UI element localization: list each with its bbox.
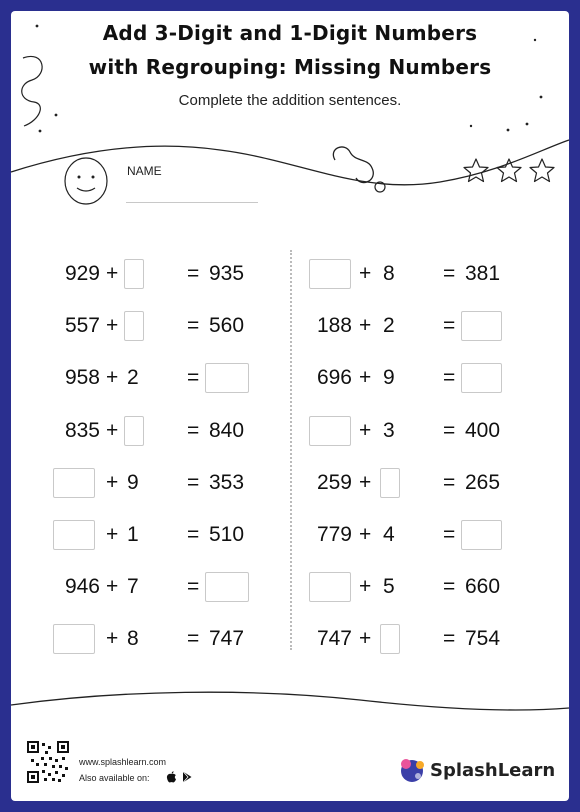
addend-b: 9 [383, 366, 395, 389]
equals-sign: = [187, 575, 200, 598]
brand-name: SplashLearn [430, 760, 556, 781]
plus-sign: + [359, 575, 372, 598]
plus-sign: + [106, 575, 119, 598]
answer-box-addend[interactable] [53, 468, 95, 498]
equals-sign: = [443, 314, 456, 337]
addend-b: 2 [127, 366, 139, 389]
addend-a: 835 [64, 419, 100, 442]
plus-sign: + [106, 523, 119, 546]
addend-a: 929 [64, 262, 100, 285]
equals-sign: = [443, 627, 456, 650]
addend-b: 4 [383, 523, 395, 546]
plus-sign: + [359, 314, 372, 337]
answer-box-sum[interactable] [461, 363, 502, 393]
addend-a: 747 [316, 627, 352, 650]
apple-icon[interactable] [166, 771, 177, 783]
plus-sign: + [106, 419, 119, 442]
addend-b: 5 [383, 575, 395, 598]
answer-box-addend[interactable] [380, 468, 400, 498]
addend-a: 557 [64, 314, 100, 337]
stars-icon [461, 155, 561, 189]
title-line-2: with Regrouping: Missing Numbers [88, 55, 492, 79]
sum-value: 510 [209, 523, 245, 546]
sum-value: 935 [209, 262, 245, 285]
addend-a: 958 [64, 366, 100, 389]
sum-value: 381 [465, 262, 501, 285]
answer-box-addend[interactable] [124, 259, 144, 289]
equals-sign: = [443, 366, 456, 389]
equals-sign: = [443, 419, 456, 442]
addend-a: 696 [316, 366, 352, 389]
sum-value: 754 [465, 627, 501, 650]
equals-sign: = [443, 262, 456, 285]
addend-b: 9 [127, 471, 139, 494]
answer-box-sum[interactable] [461, 311, 502, 341]
website-link[interactable]: www.splashlearn.com [79, 757, 167, 767]
plus-sign: + [359, 627, 372, 650]
play-store-icon[interactable] [182, 771, 192, 783]
plus-sign: + [106, 471, 119, 494]
answer-box-addend[interactable] [124, 311, 144, 341]
addend-a: 779 [316, 523, 352, 546]
plus-sign: + [359, 471, 372, 494]
addend-a: 188 [316, 314, 352, 337]
equals-sign: = [443, 523, 456, 546]
plus-sign: + [359, 523, 372, 546]
plus-sign: + [359, 419, 372, 442]
answer-box-addend[interactable] [53, 520, 95, 550]
sum-value: 747 [209, 627, 245, 650]
qr-code [27, 741, 69, 783]
equals-sign: = [187, 419, 200, 442]
plus-sign: + [359, 366, 372, 389]
sum-value: 660 [465, 575, 501, 598]
addend-b: 8 [383, 262, 395, 285]
available-on-label: Also available on: [79, 773, 150, 783]
name-label: NAME [127, 164, 162, 178]
plus-sign: + [106, 627, 119, 650]
addend-a: 259 [316, 471, 352, 494]
equals-sign: = [187, 314, 200, 337]
plus-sign: + [106, 314, 119, 337]
splashlearn-logo [398, 756, 428, 784]
sum-value: 265 [465, 471, 501, 494]
equals-sign: = [187, 262, 200, 285]
addend-a: 946 [64, 575, 100, 598]
answer-box-addend[interactable] [309, 572, 351, 602]
column-divider [290, 250, 292, 650]
smiley-icon [63, 156, 109, 206]
addend-b: 2 [383, 314, 395, 337]
answer-box-addend[interactable] [53, 624, 95, 654]
answer-box-sum[interactable] [205, 363, 249, 393]
plus-sign: + [106, 262, 119, 285]
title-line-1: Add 3-Digit and 1-Digit Numbers [102, 21, 478, 45]
addend-b: 1 [127, 523, 139, 546]
equals-sign: = [187, 366, 200, 389]
equals-sign: = [187, 523, 200, 546]
equals-sign: = [443, 471, 456, 494]
addend-b: 3 [383, 419, 395, 442]
equals-sign: = [187, 471, 200, 494]
answer-box-addend[interactable] [124, 416, 144, 446]
name-input-line[interactable] [126, 202, 258, 203]
sum-value: 840 [209, 419, 245, 442]
instructions: Complete the addition sentences. [178, 92, 402, 109]
addend-b: 7 [127, 575, 139, 598]
answer-box-addend[interactable] [309, 416, 351, 446]
sum-value: 400 [465, 419, 501, 442]
equals-sign: = [187, 627, 200, 650]
answer-box-addend[interactable] [309, 259, 351, 289]
answer-box-sum[interactable] [205, 572, 249, 602]
addend-b: 8 [127, 627, 139, 650]
equals-sign: = [443, 575, 456, 598]
sum-value: 560 [209, 314, 245, 337]
plus-sign: + [359, 262, 372, 285]
answer-box-addend[interactable] [380, 624, 400, 654]
answer-box-sum[interactable] [461, 520, 502, 550]
plus-sign: + [106, 366, 119, 389]
sum-value: 353 [209, 471, 245, 494]
